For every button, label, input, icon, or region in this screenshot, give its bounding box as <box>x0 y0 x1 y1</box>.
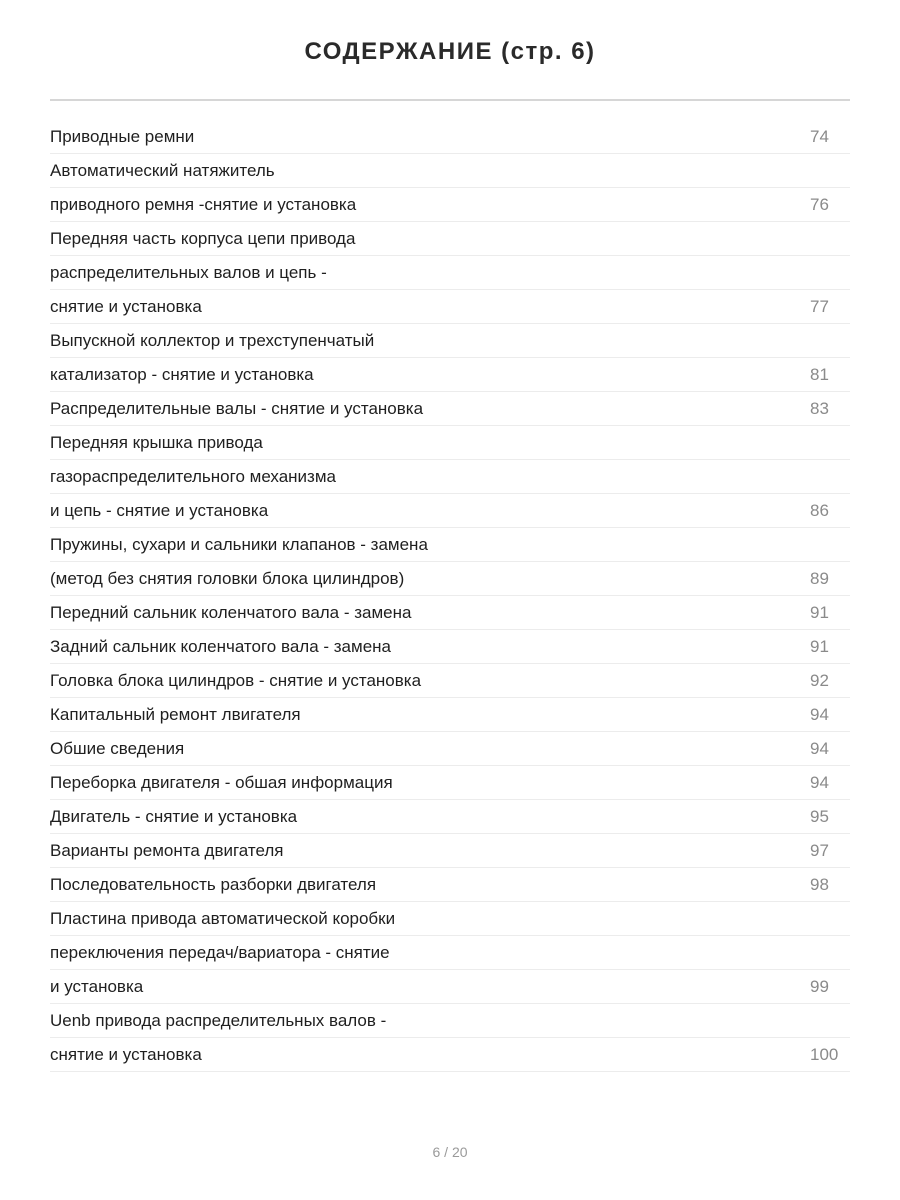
title-divider <box>50 99 850 101</box>
toc-entry[interactable] <box>50 800 850 834</box>
page-title: СОДЕРЖАНИЕ (стр. 6) <box>304 38 596 65</box>
toc-entry-title: Выпускной коллектор и трехступенчатый <box>50 330 375 350</box>
toc-entry[interactable] <box>50 528 850 562</box>
toc-entry-title: газораспределительного механизма <box>50 466 336 486</box>
toc-entry-page-number: 86 <box>810 500 829 520</box>
toc-entry[interactable] <box>50 698 850 732</box>
toc-entry[interactable] <box>50 970 850 1004</box>
toc-entry[interactable] <box>50 902 850 936</box>
toc-entry-title: приводного ремня -снятие и установка <box>50 194 357 214</box>
toc-entry-title: и цепь - снятие и установка <box>50 500 269 520</box>
toc-entry-page-number: 91 <box>810 636 829 656</box>
toc-entry[interactable] <box>50 392 850 426</box>
toc-entry-page-number: 83 <box>810 398 829 418</box>
toc-entry[interactable] <box>50 494 850 528</box>
toc-entry-title: Головка блока цилиндров - снятие и установка <box>50 670 422 690</box>
toc-entry-title: Приводные ремни <box>50 126 195 146</box>
toc-entry-title: Пластина привода автоматической коробки <box>50 908 396 928</box>
toc-entry-page-number: 77 <box>810 296 829 316</box>
toc-entry[interactable] <box>50 120 850 154</box>
toc-entry-page-number: 99 <box>810 976 829 996</box>
toc-entry[interactable] <box>50 732 850 766</box>
toc-entry[interactable] <box>50 1004 850 1038</box>
toc-entry-page-number: 94 <box>810 738 829 758</box>
toc-list <box>50 120 850 1072</box>
toc-entry[interactable] <box>50 936 850 970</box>
toc-entry[interactable] <box>50 1038 850 1072</box>
toc-entry[interactable] <box>50 766 850 800</box>
toc-entry-title: Передняя часть корпуса цепи привода <box>50 228 356 248</box>
toc-entry-title: Обшие сведения <box>50 738 185 758</box>
toc-entry-title: катализатор - снятие и установка <box>50 364 314 384</box>
toc-entry[interactable] <box>50 256 850 290</box>
page-indicator: 6 / 20 <box>432 1144 468 1160</box>
toc-entry[interactable] <box>50 426 850 460</box>
toc-entry-page-number: 100 <box>810 1044 839 1064</box>
toc-entry-page-number: 81 <box>810 364 829 384</box>
toc-entry-title: распределительных валов и цепь - <box>50 262 327 282</box>
toc-entry[interactable] <box>50 868 850 902</box>
toc-entry-page-number: 74 <box>810 126 829 146</box>
toc-entry-title: Автоматический натяжитель <box>50 160 275 180</box>
toc-entry-title: Переборка двигателя - обшая информация <box>50 772 393 792</box>
toc-entry-page-number: 92 <box>810 670 829 690</box>
toc-entry-title: снятие и установка <box>50 296 202 316</box>
toc-entry-page-number: 97 <box>810 840 829 860</box>
toc-entry-title: (метод без снятия головки блока цилиндров) <box>50 568 405 588</box>
toc-entry-title: и установка <box>50 976 144 996</box>
toc-entry-page-number: 94 <box>810 772 829 792</box>
toc-entry[interactable] <box>50 358 850 392</box>
toc-entry-title: снятие и установка <box>50 1044 202 1064</box>
toc-entry-title: Передняя крышка привода <box>50 432 263 452</box>
toc-entry[interactable] <box>50 324 850 358</box>
toc-entry-title: Двигатель - снятие и установка <box>50 806 298 826</box>
toc-entry-title: Капитальный ремонт лвигателя <box>50 704 301 724</box>
toc-entry[interactable] <box>50 664 850 698</box>
toc-entry-page-number: 76 <box>810 194 829 214</box>
toc-entry[interactable] <box>50 460 850 494</box>
toc-entry[interactable] <box>50 596 850 630</box>
toc-entry-page-number: 89 <box>810 568 829 588</box>
toc-entry-title: Последовательность разборки двигателя <box>50 874 377 894</box>
toc-entry-page-number: 95 <box>810 806 829 826</box>
toc-entry[interactable] <box>50 154 850 188</box>
toc-entry-title: переключения передач/вариатора - снятие <box>50 942 390 962</box>
toc-entry[interactable] <box>50 188 850 222</box>
toc-entry-page-number: 98 <box>810 874 829 894</box>
toc-entry-title: Передний сальник коленчатого вала - замена <box>50 602 412 622</box>
toc-entry-title: Задний сальник коленчатого вала - замена <box>50 636 391 656</box>
toc-entry[interactable] <box>50 290 850 324</box>
toc-entry-title: Варианты ремонта двигателя <box>50 840 284 860</box>
toc-entry-title: Распределительные валы - снятие и установка <box>50 398 424 418</box>
toc-entry-title: Uenb привода распределительных валов - <box>50 1010 387 1030</box>
toc-entry[interactable] <box>50 630 850 664</box>
toc-entry-page-number: 94 <box>810 704 829 724</box>
toc-entry[interactable] <box>50 222 850 256</box>
toc-entry-title: Пружины, сухари и сальники клапанов - замена <box>50 534 428 554</box>
toc-entry[interactable] <box>50 562 850 596</box>
toc-entry[interactable] <box>50 834 850 868</box>
toc-entry-page-number: 91 <box>810 602 829 622</box>
